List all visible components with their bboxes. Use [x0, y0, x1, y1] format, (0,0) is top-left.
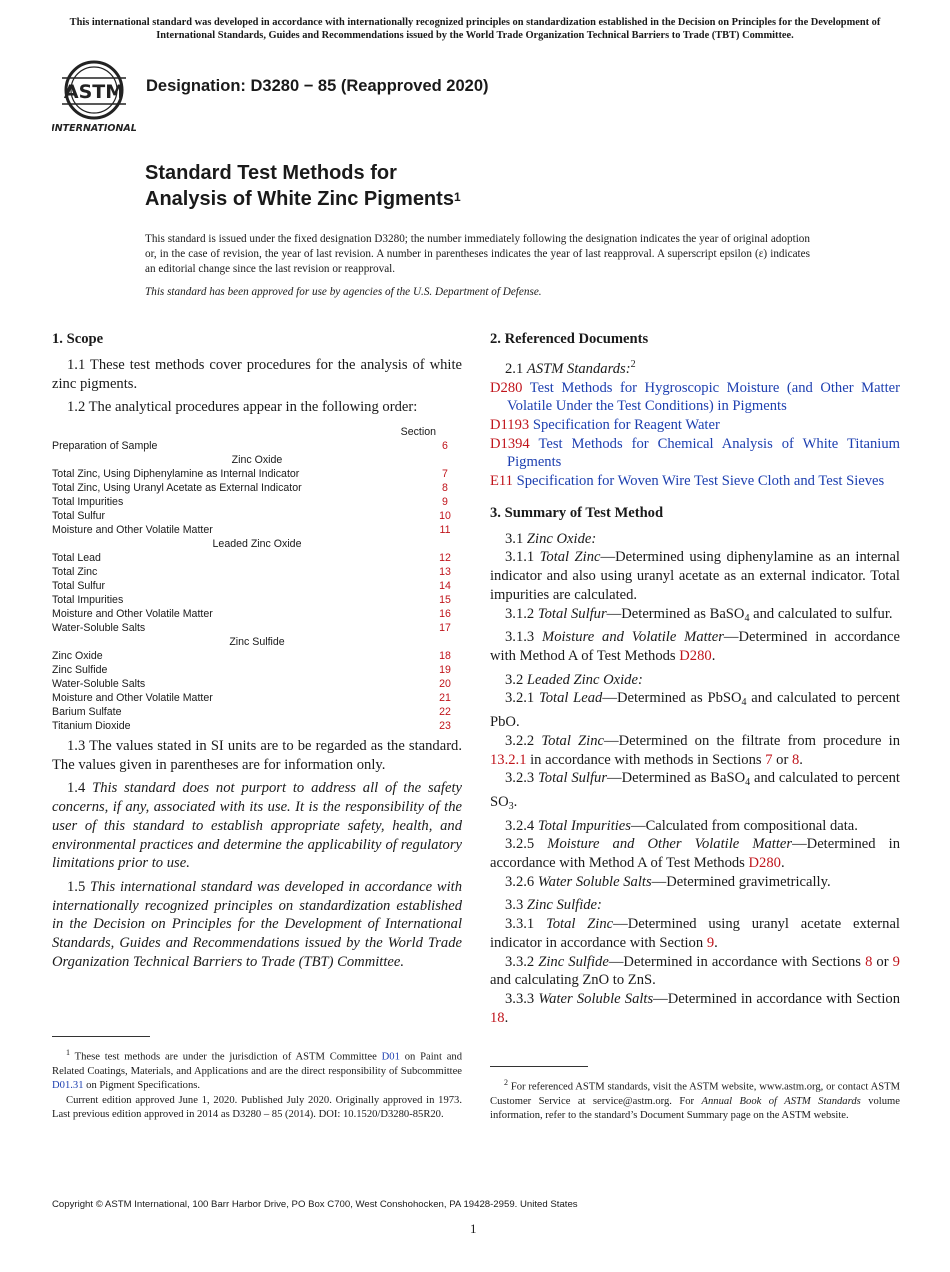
procedures-table	[52, 425, 462, 733]
section-link[interactable]: 10	[439, 510, 451, 522]
scope-heading: 1. Scope	[52, 331, 104, 347]
footnote-2: $^2$ For referenced ASTM standards, visit the ASTM website, www.astm.org, or contact ASTM Customer Service at service@astm.org. For Annual Book of ASTM Standards volume information, refer to the standard’s Document Summary page on the ASTM website.	[490, 1078, 901, 1121]
committee-link-d01[interactable]: D01	[381, 1051, 400, 1063]
para-3-3: 3.3 Zinc Sulfide:	[505, 897, 602, 914]
refdocs-heading: 2. Referenced Documents	[490, 331, 649, 347]
section-link[interactable]: 22	[439, 706, 451, 718]
para-1-1: 1.1 These test methods cover procedures for the analysis of white zinc pigments.	[52, 357, 462, 392]
para-3-2-2: 3.2.2 Total Zinc—Determined on the filtrate from procedure in 13.2.1 in accordance with methods in Sections 7 or 8.	[490, 732, 901, 768]
designation: Designation: D3280 − 85 (Reapproved 2020)	[146, 77, 489, 95]
table-row	[52, 481, 462, 495]
para-3-2-3: 3.2.3 Total Sulfur—Determined as BaSO$_4$ and calculated to percent $SO_3$.	[490, 770, 900, 812]
table-row	[52, 579, 462, 593]
section-link[interactable]: 7	[442, 468, 448, 480]
section-link[interactable]: 18	[439, 650, 451, 662]
row-label: Water-Soluble Salts	[52, 622, 146, 634]
reference-title-link[interactable]: Test Methods for Hygroscopic Moisture (and Other Matter Volatile Under the Test Conditions) in Pigments	[507, 379, 900, 415]
table-row	[52, 509, 462, 523]
section-link[interactable]: 21	[439, 692, 451, 704]
table-row	[52, 523, 462, 537]
reference-item	[490, 472, 900, 491]
para-3-2-5: 3.2.5 Moisture and Other Volatile Matter—Determined in accordance with Method A of Test Methods D280.	[490, 836, 900, 872]
para-3-2-4: 3.2.4 Total Impurities—Calculated from compositional data.	[505, 817, 858, 834]
title-line-2: Analysis of White Zinc Pigments$^1$	[145, 188, 461, 210]
reference-title-link[interactable]: Specification for Woven Wire Test Sieve Cloth and Test Sieves	[516, 473, 885, 490]
row-label: Zinc Oxide	[52, 650, 103, 662]
table-row	[52, 565, 462, 579]
table-row	[52, 607, 462, 621]
copyright: Copyright © ASTM International, 100 Barr Harbor Drive, PO Box C700, West Conshohocken, PA 19428-2959. United States	[52, 1199, 578, 1210]
section-link[interactable]: 12	[439, 552, 451, 564]
row-label: Total Impurities	[52, 496, 124, 508]
section-link[interactable]: 13	[439, 566, 451, 578]
row-label: Moisture and Other Volatile Matter	[52, 524, 213, 536]
reference-item	[490, 416, 900, 435]
left-column	[52, 330, 462, 417]
ref-link-section-18[interactable]: 18	[490, 1009, 505, 1026]
reference-list	[490, 379, 900, 491]
astm-logo-icon	[52, 58, 136, 134]
row-label: Moisture and Other Volatile Matter	[52, 608, 213, 620]
row-label: Titanium Dioxide	[52, 720, 131, 732]
table-row	[52, 467, 462, 481]
table-row	[52, 495, 462, 509]
table-row	[52, 551, 462, 565]
para-3-2: 3.2 Leaded Zinc Oxide:	[505, 671, 643, 688]
reference-item	[490, 379, 900, 416]
reference-title-link[interactable]: Test Methods for Chemical Analysis of White Titanium Pigments	[507, 435, 900, 471]
para-1-3: 1.3 The values stated in SI units are to be regarded as the standard. The values given in parentheses are for information only.	[52, 738, 462, 773]
table-row	[52, 719, 462, 733]
para-3-1: 3.1 Zinc Oxide:	[505, 530, 597, 547]
row-label: Total Zinc	[52, 566, 98, 578]
section-link[interactable]: 15	[439, 594, 451, 606]
para-1-2: 1.2 The analytical procedures appear in the following order:	[67, 399, 418, 416]
title-footnote-mark: 1	[453, 190, 461, 204]
para-1-4: 1.4 This standard does not purport to address all of the safety concerns, if any, associated with its use. It is the responsibility of the user of this standard to establish appropriate safety, health, and environmental practices and determine the applicability of regulatory limitations prior to use.	[52, 780, 462, 872]
left-column-lower	[52, 737, 462, 971]
astm-logo	[52, 58, 136, 134]
table-header: Section	[400, 426, 436, 438]
footnote-rule-left	[52, 1036, 150, 1037]
table-row	[52, 677, 462, 691]
row-label: Barium Sulfate	[52, 706, 122, 718]
subcommittee-link-d01-31[interactable]: D01.31	[52, 1079, 84, 1091]
para-3-3-1: 3.3.1 Total Zinc—Determined using uranyl acetate external indicator in accordance with Section 9.	[490, 916, 900, 951]
table-row	[52, 705, 462, 719]
ref-link-section-8[interactable]: 8	[865, 953, 873, 970]
row-label: Moisture and Other Volatile Matter	[52, 692, 213, 704]
ref-link-d280[interactable]: D280	[748, 855, 781, 872]
reference-title-link[interactable]: Specification for Reagent Water	[532, 416, 720, 433]
title-line-1: Standard Test Methods for	[145, 162, 397, 184]
ref-link-13-2-1[interactable]: 13.2.1	[490, 751, 527, 768]
logo-subtext: INTERNATIONAL	[52, 123, 136, 134]
reference-code-link[interactable]: E11	[490, 473, 513, 490]
group-rows	[52, 551, 462, 635]
section-link[interactable]: 11	[439, 524, 451, 536]
reference-code-link[interactable]: D1193	[490, 416, 530, 433]
section-link[interactable]: 9	[442, 496, 448, 508]
section-link[interactable]: 23	[439, 720, 451, 732]
para-3-3-2: 3.3.2 Zinc Sulfide—Determined in accordance with Sections 8 or 9 and calculating ZnO to ZnS.	[490, 953, 900, 989]
para-3-2-1: 3.2.1 Total Lead—Determined as PbSO$_4$ and calculated to percent PbO.	[490, 690, 900, 731]
table-group: Leaded Zinc Oxide	[212, 538, 302, 550]
section-link[interactable]: 14	[439, 580, 451, 592]
tbt-banner: This international standard was developed in accordance with internationally recognized principles on standardization established in the Decision on Principles for the Development of International Standards, Guides and Recommendations issued by the World Trade Organization Technical Barriers to Trade (TBT) Committee.	[69, 17, 881, 41]
reference-code-link[interactable]: D280	[490, 379, 523, 396]
logo-letters: ASTM	[63, 81, 125, 103]
row-label: Total Zinc, Using Diphenylamine as Internal Indicator	[52, 468, 300, 480]
section-link[interactable]: 6	[442, 440, 448, 452]
row-label: Water-Soluble Salts	[52, 678, 146, 690]
table-group: Zinc Sulfide	[229, 636, 285, 648]
dod-approval-note: This standard has been approved for use by agencies of the U.S. Department of Defense.	[145, 286, 542, 298]
group-rows	[52, 467, 462, 537]
ref-link-section-9[interactable]: 9	[706, 934, 715, 951]
page-number: 1	[470, 1221, 477, 1236]
ref-link-section-7[interactable]: 7	[765, 751, 773, 768]
table-group: Zinc Oxide	[231, 454, 283, 466]
right-column	[490, 330, 900, 1027]
section-link[interactable]: 8	[442, 482, 448, 494]
row-label: Total Sulfur	[52, 510, 105, 522]
ref-link-d280[interactable]: D280	[679, 648, 712, 664]
summary-heading: 3. Summary of Test Method	[490, 504, 664, 521]
reference-code-link[interactable]: D1394	[490, 435, 530, 452]
para-3-1-2: 3.1.2 Total Sulfur—Determined as BaSO$_4$ and calculated to sulfur.	[505, 605, 893, 624]
ref-link-section-9[interactable]: 9	[892, 953, 900, 970]
reference-item	[490, 435, 900, 472]
row-label: Total Impurities	[52, 594, 124, 606]
para-3-2-6: 3.2.6 Water Soluble Salts—Determined gravimetrically.	[505, 873, 831, 890]
section-link[interactable]: 17	[439, 622, 451, 634]
para-2-1: 2.1 ASTM Standards:$^2$	[505, 359, 636, 377]
row-label: Zinc Sulfide	[52, 664, 108, 676]
table-row	[52, 663, 462, 677]
group-rows	[52, 649, 462, 733]
section-link[interactable]: 20	[439, 678, 451, 690]
row-label: Total Sulfur	[52, 580, 105, 592]
intro-paragraph: This standard is issued under the fixed designation D3280; the number immediately following the designation indicates the year of original adoption or, in the case of revision, the year of last revision. A number in parentheses indicates the year of last reapproval. A superscript epsilon (ε) indicates an editorial change since the last revision or reapproval.	[145, 233, 810, 275]
page-title	[145, 160, 461, 212]
row-label: Total Lead	[52, 552, 101, 564]
table-row	[52, 621, 462, 635]
table-row	[52, 649, 462, 663]
para-3-1-3: 3.1.3 Moisture and Volatile Matter—Determined in accordance with Method A of Test Methods D280.	[490, 629, 901, 664]
footnote-rule-right	[490, 1066, 588, 1067]
para-3-1-1: 3.1.1 Total Zinc—Determined using diphenylamine as an internal indicator and also using uranyl acetate as an external indicator. Total impurities are calculated.	[490, 549, 900, 603]
para-1-5: 1.5 This international standard was developed in accordance with internationally recognized principles on standardization established in the Decision on Principles for the Development of International Standards, Guides and Recommendations issued by the World Trade Organization Technical Barriers to Trade (TBT) Committee.	[52, 878, 463, 970]
footnote-1: $^1$ These test methods are under the jurisdiction of ASTM Committee D01 on Paint and Related Coatings, Materials, and Applications and are the direct responsibility of Subcommittee D01.31 on Pigment Specifications. Current edition approved June 1, 2020. Published July 2020. Originally approved in 1973. Last previous edition approved in 2014 as D3280 – 85 (2014). DOI: 10.1520/D3280-85R20.	[52, 1048, 462, 1120]
section-link[interactable]: 19	[439, 664, 451, 676]
section-link[interactable]: 16	[439, 608, 451, 620]
table-row	[52, 691, 462, 705]
table-row	[52, 593, 462, 607]
table-row: Preparation of Sample 6	[52, 439, 462, 453]
para-3-3-3: 3.3.3 Water Soluble Salts—Determined in accordance with Section 18.	[490, 990, 900, 1026]
row-label: Total Zinc, Using Uranyl Acetate as External Indicator	[52, 482, 302, 494]
ref-link-section-8[interactable]: 8	[791, 751, 800, 768]
